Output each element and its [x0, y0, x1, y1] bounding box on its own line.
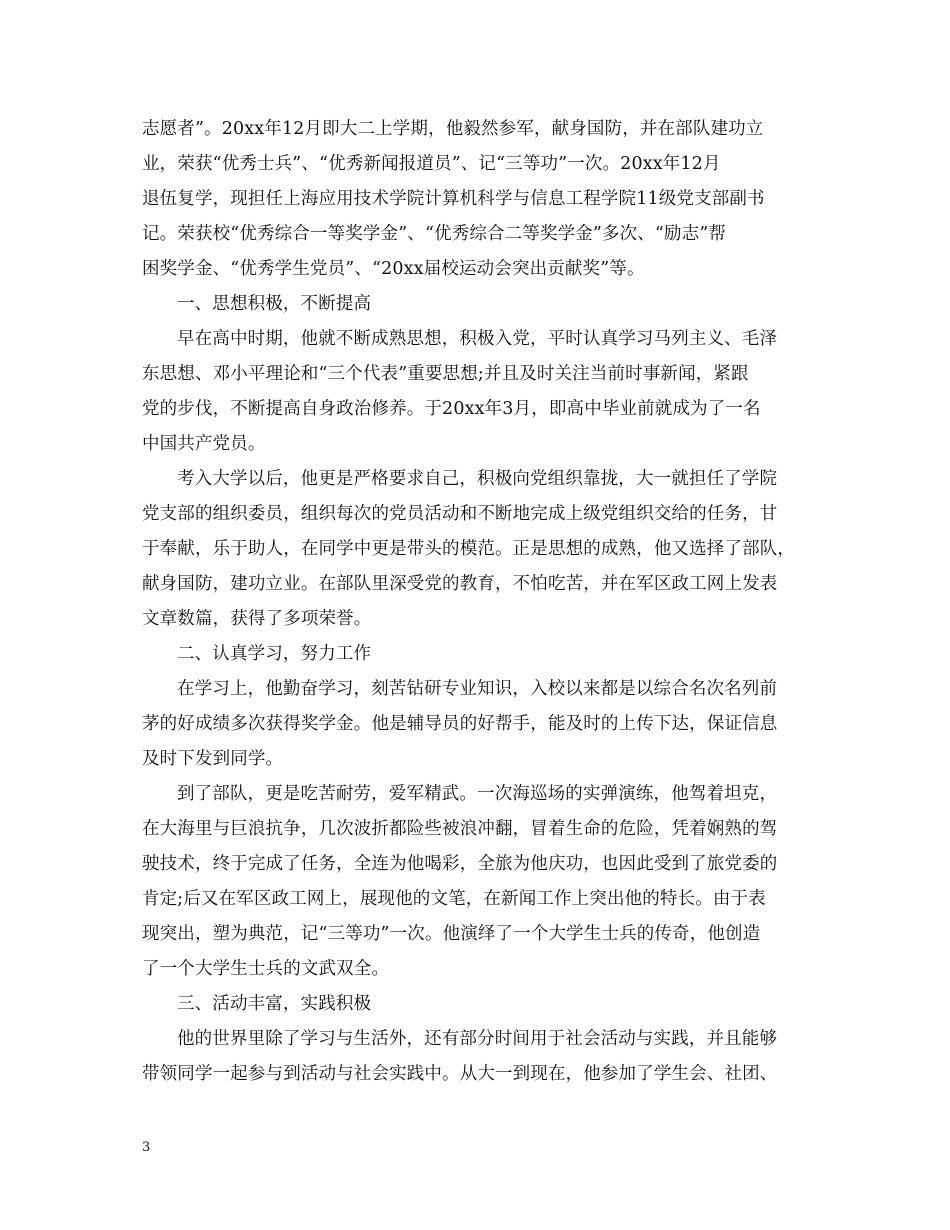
text-line: 他的世界里除了学习与生活外，还有部分时间用于社会活动与实践，并且能够	[177, 1029, 778, 1049]
text-line: 了一个大学生士兵的文武双全。	[142, 959, 390, 979]
text-line: 现突出，塑为典范，记“三等功”一次。他演绎了一个大学生士兵的传奇，他创造	[142, 924, 761, 944]
text-line: 文章数篇，获得了多项荣誉。	[142, 609, 372, 629]
text-line: 困奖学金、“优秀学生党员”、“20xx届校运动会突出贡献奖”等。	[142, 259, 645, 279]
text-line: 早在高中时期，他就不断成熟思想，积极入党，平时认真学习马列主义、毛泽	[177, 329, 778, 349]
text-line: 到了部队，更是吃苦耐劳，爱军精武。一次海巡场的实弹演练，他驾着坦克，	[177, 784, 778, 804]
section-heading: 三、活动丰富，实践积极	[177, 994, 372, 1014]
text-line: 志愿者”。20xx年12月即大二上学期，他毅然参军，献身国防，并在部队建功立	[142, 119, 764, 139]
text-line: 于奉献，乐于助人，在同学中更是带头的模范。正是思想的成熟，他又选择了部队，	[142, 539, 796, 559]
section-heading: 二、认真学习，努力工作	[177, 644, 372, 664]
section-heading: 一、思想积极，不断提高	[177, 294, 372, 314]
text-line: 业，荣获“优秀士兵”、“优秀新闻报道员”、记“三等功”一次。20xx年12月	[142, 154, 721, 174]
text-line: 驶技术，终于完成了任务，全连为他喝彩，全旅为他庆功，也因此受到了旅党委的	[142, 854, 778, 874]
text-line: 献身国防，建功立业。在部队里深受党的教育，不怕吃苦，并在军区政工网上发表	[142, 574, 778, 594]
text-line: 党支部的组织委员，组织每次的党员活动和不断地完成上级党组织交给的任务，甘	[142, 504, 778, 524]
text-line: 记。荣获校“优秀综合一等奖学金”、“优秀综合二等奖学金”多次、“励志”帮	[142, 224, 727, 244]
text-line: 党的步伐，不断提高自身政治修养。于20xx年3月，即高中毕业前就成为了一名	[142, 399, 761, 419]
page-number: 3	[142, 1140, 151, 1155]
text-line: 退伍复学，现担任上海应用技术学院计算机科学与信息工程学院11级党支部副书	[142, 189, 765, 209]
text-line: 中国共产党员。	[142, 434, 266, 454]
text-line: 肯定;后又在军区政工网上，展现他的文笔，在新闻工作上突出他的特长。由于表	[142, 889, 766, 909]
text-line: 在学习上，他勤奋学习，刻苦钻研专业知识，入校以来都是以综合名次名列前	[177, 679, 778, 699]
text-line: 东思想、邓小平理论和“三个代表”重要思想;并且及时关注当前时事新闻，紧跟	[142, 364, 749, 384]
text-line: 带领同学一起参与到活动与社会实践中。从大一到现在，他参加了学生会、社团、	[142, 1064, 778, 1084]
text-line: 茅的好成绩多次获得奖学金。他是辅导员的好帮手，能及时的上传下达，保证信息	[142, 714, 778, 734]
text-line: 及时下发到同学。	[142, 749, 284, 769]
text-line: 考入大学以后，他更是严格要求自己，积极向党组织靠拢，大一就担任了学院	[177, 469, 778, 489]
text-line: 在大海里与巨浪抗争，几次波折都险些被浪冲翻，冒着生命的危险，凭着娴熟的驾	[142, 819, 778, 839]
